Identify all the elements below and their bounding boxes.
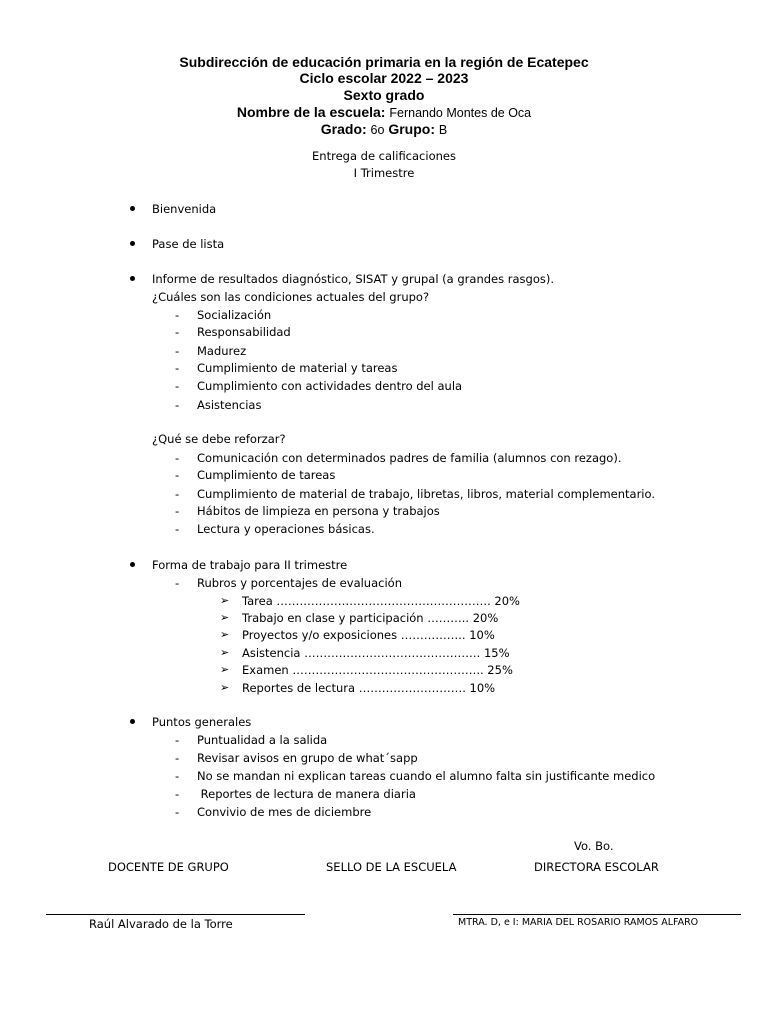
dash-marker: -	[175, 325, 180, 339]
dash-marker: -	[175, 468, 180, 482]
dash-marker: -	[175, 487, 180, 501]
dash-marker: -	[175, 733, 180, 747]
agenda-item-general: Puntos generales	[152, 715, 252, 729]
teacher-title: DOCENTE DE GRUPO	[108, 860, 229, 874]
agenda-item-welcome: Bienvenida	[152, 202, 217, 216]
arrow-marker: ➢	[220, 681, 230, 694]
rubric-item: Reportes de lectura ………………………. 10%	[242, 681, 496, 695]
dash-marker: -	[175, 308, 180, 322]
director-name: MTRA. D, e I: MARIA DEL ROSARIO RAMOS ALFARO	[458, 917, 699, 928]
agenda-item-work-plan: Forma de trabajo para II trimestre	[152, 558, 348, 572]
header-line-2: Ciclo escolar 2022 – 2023	[299, 70, 469, 86]
reinforce-item: Hábitos de limpieza en persona y trabajos	[197, 504, 440, 518]
dash-marker: -	[175, 504, 180, 518]
question-reinforce: ¿Qué se debe reforzar?	[152, 432, 286, 446]
rubric-title: Rubros y porcentajes de evaluación	[197, 576, 402, 590]
teacher-signature-line	[46, 914, 305, 915]
rubric-item: Examen ………………………………………….. 25%	[242, 663, 513, 677]
bullet-dot	[130, 241, 135, 246]
arrow-marker: ➢	[220, 611, 230, 624]
condition-item: Responsabilidad	[197, 325, 291, 339]
arrow-marker: ➢	[220, 594, 230, 607]
bullet-dot	[130, 719, 135, 724]
arrow-marker: ➢	[220, 663, 230, 676]
school-name-line	[0, 104, 768, 121]
condition-item: Cumplimiento de material y tareas	[197, 361, 398, 375]
rubric-item: Tarea ……………………………………………….. 20%	[242, 594, 520, 608]
dash-marker: -	[175, 805, 180, 819]
reinforce-item: Lectura y operaciones básicas.	[197, 522, 375, 536]
bullet-dot	[130, 562, 135, 567]
rubric-item: Proyectos y/o exposiciones …………….. 10%	[242, 628, 495, 642]
general-item: Puntualidad a la salida	[197, 733, 328, 747]
dash-marker: -	[175, 522, 180, 536]
dash-marker: -	[175, 398, 180, 412]
group-label: Grupo:	[388, 121, 435, 137]
bullet-dot	[130, 206, 135, 211]
subtitle-line-1: Entrega de calificaciones	[312, 149, 456, 163]
grade-label: Grado:	[320, 121, 367, 137]
dash-marker: -	[175, 576, 180, 590]
director-title: DIRECTORA ESCOLAR	[534, 860, 659, 874]
condition-item: Socialización	[197, 308, 272, 322]
subtitle-line-2: I Trimestre	[353, 166, 415, 180]
school-label: Nombre de la escuela:	[236, 104, 386, 120]
dash-marker: -	[175, 451, 180, 465]
general-item: Revisar avisos en grupo de what´sapp	[197, 751, 418, 765]
agenda-item-roll-call: Pase de lista	[152, 237, 225, 251]
dash-marker: -	[175, 787, 180, 801]
grade-group-line	[0, 121, 768, 138]
teacher-name: Raúl Alvarado de la Torre	[89, 917, 233, 931]
stamp-title: SELLO DE LA ESCUELA	[326, 860, 457, 874]
condition-item: Cumplimiento con actividades dentro del aula	[197, 379, 463, 393]
header-line-1: Subdirección de educación primaria en la región de Ecatepec	[179, 54, 589, 70]
rubric-item: Trabajo en clase y participación ……….. 20%	[242, 611, 499, 625]
reinforce-item: Cumplimiento de tareas	[197, 468, 336, 482]
reinforce-item: Comunicación con determinados padres de familia (alumnos con rezago).	[197, 451, 622, 465]
dash-marker: -	[175, 379, 180, 393]
school-value: Fernando Montes de Oca	[389, 106, 532, 120]
dash-marker: -	[175, 769, 180, 783]
general-item: No se mandan ni explican tareas cuando el alumno falta sin justificante medico	[197, 769, 656, 783]
grade-value: 6o	[370, 123, 385, 137]
header-line-3: Sexto grado	[343, 87, 425, 103]
condition-item: Asistencias	[197, 398, 262, 412]
general-item: Convivio de mes de diciembre	[197, 805, 372, 819]
dash-marker: -	[175, 751, 180, 765]
dash-marker: -	[175, 361, 180, 375]
arrow-marker: ➢	[220, 646, 230, 659]
arrow-marker: ➢	[220, 628, 230, 641]
question-conditions: ¿Cuáles son las condiciones actuales del grupo?	[152, 290, 430, 304]
condition-item: Madurez	[197, 344, 247, 358]
reinforce-item: Cumplimiento de material de trabajo, libretas, libros, material complementario.	[197, 487, 655, 501]
dash-marker: -	[175, 344, 180, 358]
bullet-dot	[130, 276, 135, 281]
rubric-item: Asistencia ………………………………………. 15%	[242, 646, 510, 660]
group-value: B	[438, 123, 448, 137]
agenda-item-report: Informe de resultados diagnóstico, SISAT y grupal (a grandes rasgos).	[152, 272, 554, 286]
vobo-label: Vo. Bo.	[574, 839, 614, 853]
general-item: Reportes de lectura de manera diaria	[197, 787, 416, 801]
